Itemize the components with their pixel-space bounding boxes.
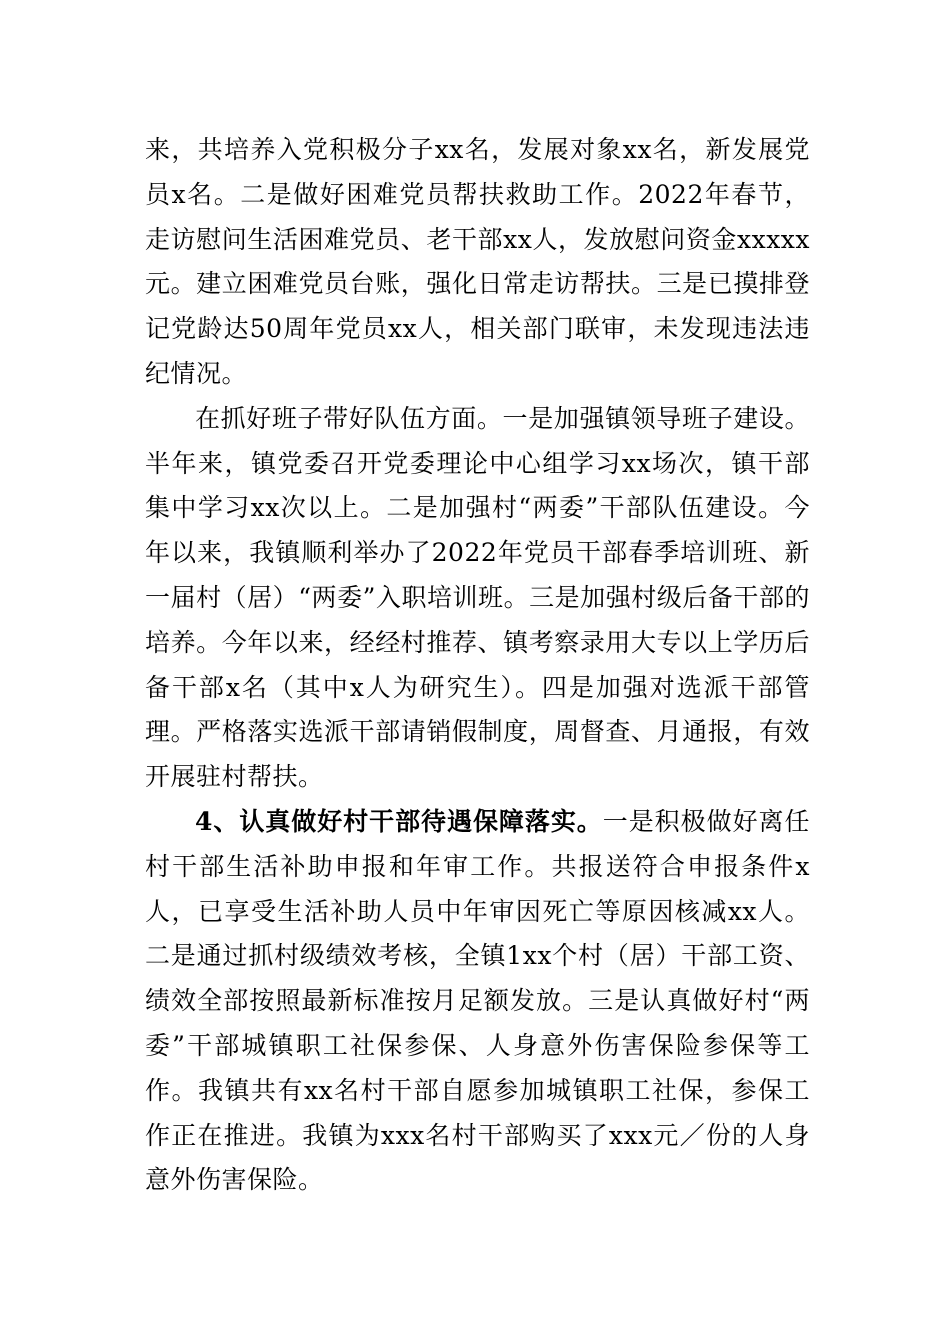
paragraph-text: 来，共培养入党积极分子xx名，发展对象xx名，新发展党员x名。二是做好困难党员帮扶救助工作。2022年春节，走访慰问生活困难党员、老干部xx人，发放慰问资金xxxxx元。建立困难党员台账，强化日常走访帮扶。三是已摸排登记党龄达50周年党员xx人，相关部门联审，未发现违法违纪情况。 — [145, 135, 810, 388]
section-heading: 4、认真做好村干部待遇保障落实。 — [195, 806, 603, 836]
paragraph-text: 在抓好班子带好队伍方面。一是加强镇领导班子建设。半年来，镇党委召开党委理论中心组学习xx场次，镇干部集中学习xx次以上。二是加强村“两委”干部队伍建设。今年以来，我镇顺利举办了2022年党员干部春季培训班、新一届村（居）“两委”入职培训班。三是加强村级后备干部的培养。今年以来，经经村推荐、镇考察录用大专以上学历后备干部x名（其中x人为研究生）。四是加强对选派干部管理。严格落实选派干部请销假制度，周督查、月通报，有效开展驻村帮扶。 — [145, 403, 810, 792]
paragraph-team-building — [145, 397, 810, 800]
paragraph-party-members — [145, 128, 810, 397]
document-body — [145, 128, 810, 1203]
paragraph-cadre-benefits — [145, 800, 810, 1203]
paragraph-text: 一是积极做好离任村干部生活补助申报和年审工作。共报送符合申报条件x人，已享受生活补助人员中年审因死亡等原因核减xx人。二是通过抓村级绩效考核，全镇1xx个村（居）干部工资、绩效全部按照最新标准按月足额发放。三是认真做好村“两委”干部城镇职工社保参保、人身意外伤害保险参保等工作。我镇共有xx名村干部自愿参加城镇职工社保，参保工作正在推进。我镇为xxx名村干部购买了xxx元／份的人身意外伤害保险。 — [145, 806, 810, 1195]
